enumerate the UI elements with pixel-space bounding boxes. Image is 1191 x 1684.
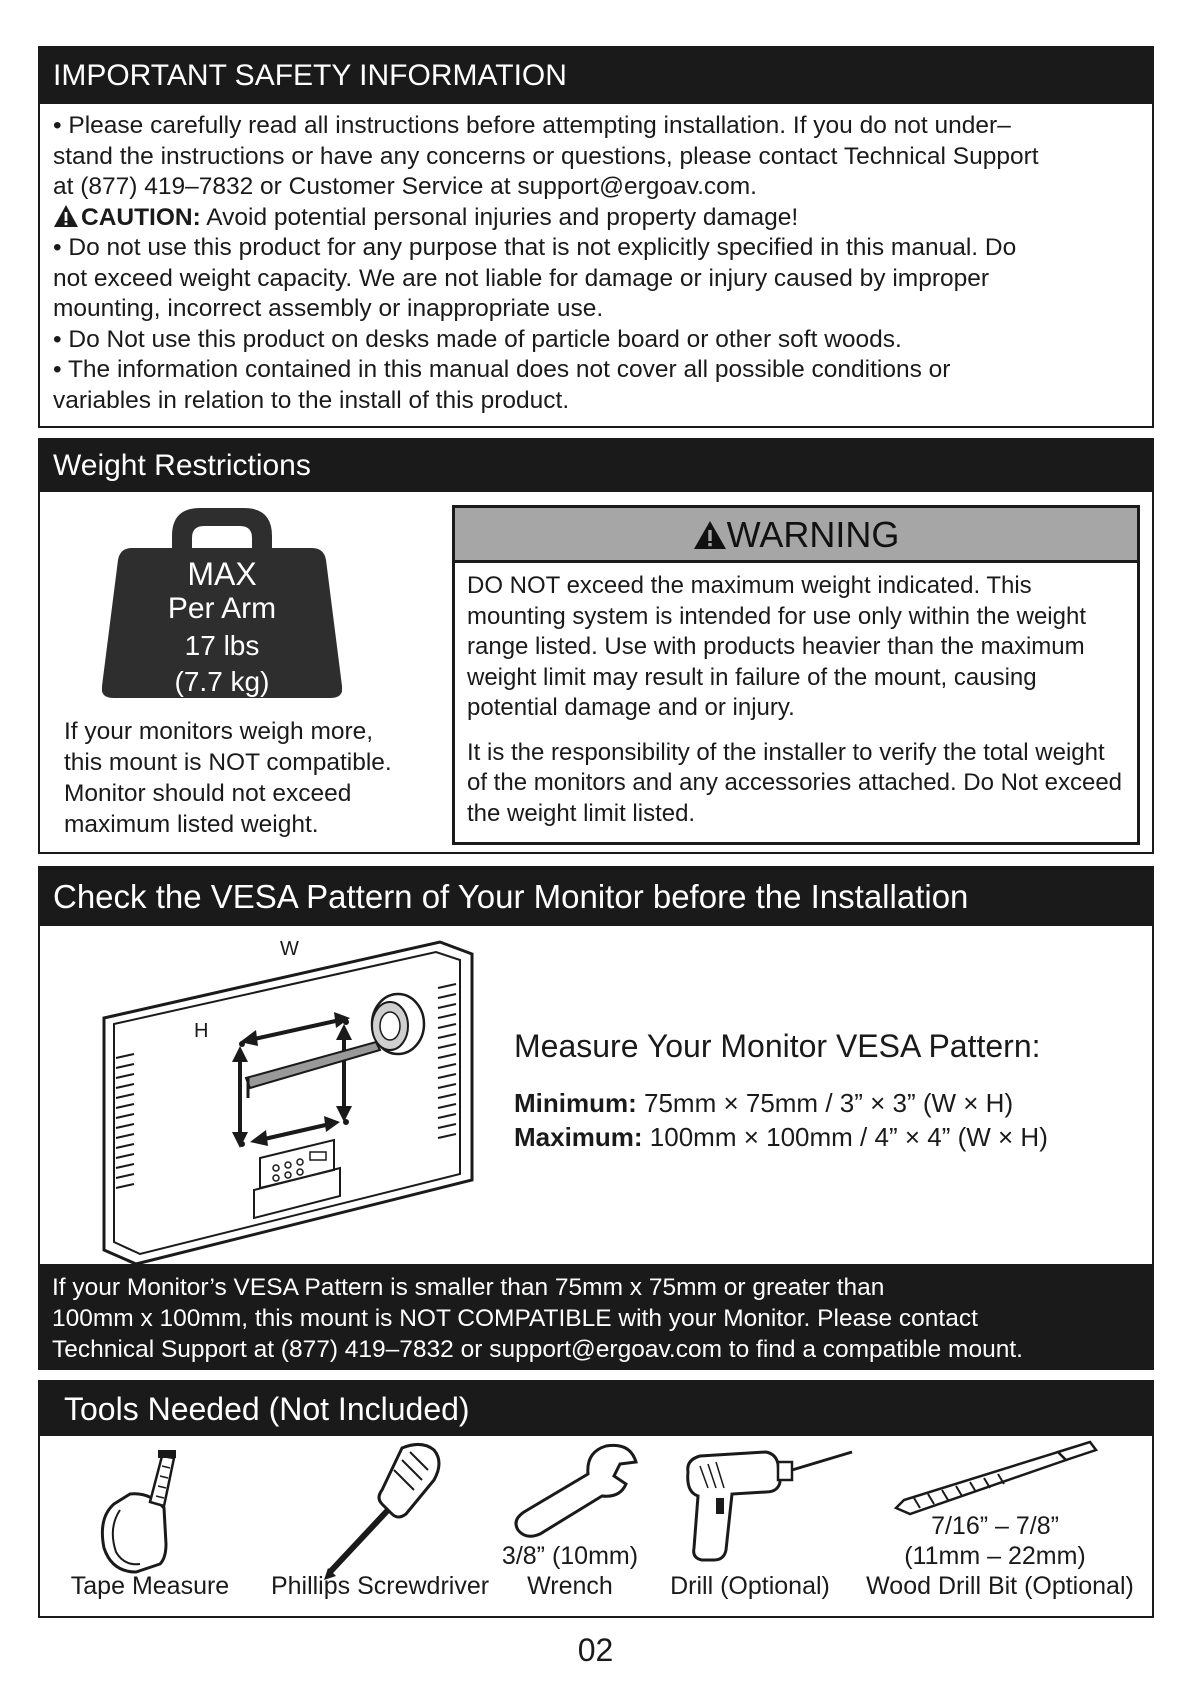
vesa-footer [40,1264,1152,1370]
safety-body [40,104,1152,416]
safety-line: • Do not use this product for any purpose that is not explicitly specified in this manual. Do [53,234,1017,261]
bag-per-arm: Per Arm [167,592,277,625]
tool-label-drill-bit: Wood Drill Bit (Optional) [866,1572,1134,1600]
weight-note-line: Monitor should not exceed [64,780,352,807]
safety-line: not exceed weight capacity. We are not liable for damage or injury caused by improper [53,264,990,292]
tool-size-drill-bit: 7/16” – 7/8” [931,1512,1059,1540]
warning-header [455,508,1137,563]
tools-title: Tools Needed (Not Included) [40,1382,1152,1436]
tool-label-drill: Drill (Optional) [670,1572,830,1600]
caution-text: Avoid potential personal injuries and property damage! [200,203,799,231]
weight-title: Weight Restrictions [40,440,1152,492]
safety-line: mounting, incorrect assembly or inappropriate use. [53,295,604,322]
warning-triangle-icon [53,204,79,228]
warning-triangle-icon [693,520,727,550]
max-value: 100mm × 100mm / 4” × 4” (W × H) [642,1122,1048,1152]
vesa-maximum [514,1122,1048,1153]
measure-title: Measure Your Monitor VESA Pattern: [514,1028,1041,1064]
weight-note [64,716,434,840]
caution-label: CAUTION: [81,203,201,231]
safety-line: • Please carefully read all instructions before attempting installation. If you do not under– [53,112,1011,139]
vesa-footer-line: If your Monitor’s VESA Pattern is smaller than 75mm x 75mm or greater than [52,1274,885,1301]
vesa-minimum [514,1088,1013,1119]
safety-section [38,46,1154,428]
warning-paragraph: It is the responsibility of the installer to verify the total weight of the monitors and any accessories attached. Do Not exceed the weight limit listed. [467,738,1123,827]
weight-note-line: this mount is NOT compatible. [64,749,392,776]
page-number: 02 [577,1632,614,1668]
bag-kg: (7.7 kg) [174,666,270,697]
vesa-title: Check the VESA Pattern of Your Monitor before the Installation [40,868,1152,926]
vesa-footer-line: 100mm x 100mm, this mount is NOT COMPATIBLE with your Monitor. Please contact [52,1305,978,1332]
vesa-section [38,866,1154,1370]
tool-label-tape-measure: Tape Measure [70,1572,230,1600]
safety-title: IMPORTANT SAFETY INFORMATION [40,48,1152,104]
weight-note-line: If your monitors weigh more, [64,718,374,745]
warning-body [455,563,1137,829]
bag-max: MAX [187,556,257,592]
tool-label-screwdriver: Phillips Screwdriver [270,1572,490,1600]
min-label: Minimum: [514,1088,637,1118]
weight-section [38,438,1154,854]
monitor-vesa-diagram [100,938,480,1268]
safety-line: • The information contained in this manual does not cover all possible conditions or [53,356,951,383]
safety-line: stand the instructions or have any concerns or questions, please contact Technical Support [53,142,1039,170]
vesa-footer-line: Technical Support at (877) 419–7832 or support@ergoav.com to find a compatible mount. [52,1336,1023,1363]
screwdriver-icon [318,1440,448,1580]
tape-measure-icon [90,1448,210,1574]
caution-line [53,203,1140,234]
warning-title: WARNING [726,514,900,555]
safety-line: • Do Not use this product on desks made of particle board or other soft woods. [53,325,902,353]
diagram-w-label: W [280,938,299,960]
tools-section [38,1380,1154,1618]
safety-line: at (877) 419–7832 or Customer Service at support@ergoav.com. [53,173,757,200]
bag-lbs: 17 lbs [184,630,260,661]
tool-label-wrench: Wrench [527,1572,613,1600]
tool-size-drill-bit-metric: (11mm – 22mm) [904,1542,1086,1570]
safety-line: variables in relation to the install of this product. [53,386,570,414]
warning-box [452,505,1140,845]
diagram-h-label: H [194,1020,209,1042]
min-value: 75mm × 75mm / 3” × 3” (W × H) [636,1088,1014,1118]
warning-paragraph: DO NOT exceed the maximum weight indicated. This mounting system is intended for use only within the weight range listed. Use with products heavier than the maximum weight limit may result in failure of the mount, causing potential damage and or injury. [467,572,1086,721]
weight-note-line: maximum listed weight. [64,811,319,838]
drill-bit-icon [890,1438,1100,1518]
tool-size-wrench: 3/8” (10mm) [501,1542,639,1570]
wrench-icon [510,1440,640,1540]
max-label: Maximum: [514,1122,643,1152]
drill-icon [676,1442,856,1562]
